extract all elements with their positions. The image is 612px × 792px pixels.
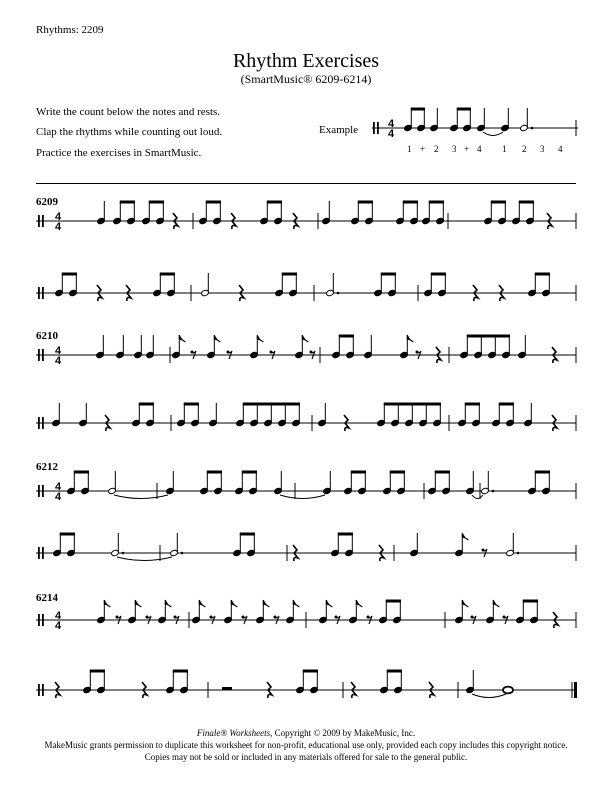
beam <box>120 201 135 204</box>
eighth-flag <box>462 533 468 540</box>
eighth-flag <box>407 335 413 342</box>
percussion-clef <box>38 684 40 696</box>
percussion-clef <box>38 349 40 361</box>
time-signature-bottom: 4 <box>54 355 62 367</box>
tie <box>472 694 506 698</box>
beam <box>282 273 297 276</box>
beam <box>303 670 318 673</box>
beam <box>499 403 514 406</box>
instruction-practice: Practice the exercises in SmartMusic. <box>36 147 202 159</box>
half-rest <box>222 687 232 690</box>
augmentation-dot <box>492 490 495 493</box>
beam <box>429 201 444 204</box>
example-count: + <box>464 144 470 154</box>
instruction-write-count: Write the count below the notes and rests. <box>36 106 221 118</box>
beam <box>431 273 446 276</box>
percussion-clef <box>42 349 44 361</box>
eighth-flag <box>263 600 269 607</box>
beam <box>358 201 373 204</box>
beam <box>351 471 366 474</box>
beam <box>523 600 538 603</box>
eighth-flag <box>179 335 185 342</box>
augmentation-dot <box>181 552 184 555</box>
beam <box>457 108 471 111</box>
beam <box>242 471 257 474</box>
percussion-clef <box>42 485 44 497</box>
beam <box>387 670 402 673</box>
beam <box>74 471 89 474</box>
beam <box>173 670 188 673</box>
augmentation-dot <box>337 292 340 295</box>
beam <box>535 471 550 474</box>
exercise-number: 6212 <box>36 461 58 473</box>
time-signature-bottom: 4 <box>54 221 62 233</box>
eighth-flag <box>462 600 468 607</box>
eighth-flag <box>302 335 308 342</box>
example-count: 1 <box>502 144 507 154</box>
eighth-flag <box>199 600 205 607</box>
beam <box>184 403 199 406</box>
percussion-clef <box>42 547 44 559</box>
eighth-flag <box>231 600 237 607</box>
example-count: 4 <box>477 144 482 154</box>
page-subtitle: (SmartMusic® 6209-6214) <box>240 72 372 86</box>
eighth-flag <box>165 600 171 607</box>
whole-note <box>503 687 513 694</box>
percussion-clef <box>42 215 44 227</box>
time-signature-top: 4 <box>54 610 62 622</box>
beam <box>386 600 401 603</box>
augmentation-dot <box>122 552 125 555</box>
time-signature-top: 4 <box>54 345 62 357</box>
time-signature-top: 4 <box>54 481 62 493</box>
beam <box>62 273 77 276</box>
beam <box>139 403 154 406</box>
eighth-flag <box>293 600 299 607</box>
example-label: Example <box>319 124 359 136</box>
percussion-clef <box>373 122 375 134</box>
eighth-flag <box>135 600 141 607</box>
beam <box>403 201 418 204</box>
footer-copyright <box>0 728 612 738</box>
footer-product-name: Finale® Worksheets <box>196 728 271 738</box>
beam <box>243 403 300 406</box>
example-count: 3 <box>540 144 545 154</box>
eighth-flag <box>104 600 110 607</box>
footer-permission: MakeMusic grants permission to duplicate this worksheet for non-profit, educational use only, provided each copy includes this copyright notice. <box>44 740 568 750</box>
augmentation-dot <box>531 127 534 130</box>
beam <box>90 670 105 673</box>
beam <box>467 335 510 338</box>
exercise-number: 6214 <box>36 592 58 604</box>
footer-copyright-text: , Copyright © 2009 by MakeMusic, Inc. <box>270 728 416 738</box>
eighth-flag <box>326 600 332 607</box>
example-count: + <box>420 144 426 154</box>
percussion-clef <box>42 417 44 429</box>
beam <box>384 403 441 406</box>
time-signature-bottom: 4 <box>54 491 62 503</box>
percussion-clef <box>38 547 40 559</box>
tie <box>472 495 483 499</box>
time-signature-top: 4 <box>387 118 395 130</box>
time-signature-bottom: 4 <box>387 128 395 140</box>
beam <box>390 471 405 474</box>
percussion-clef <box>42 684 44 696</box>
eighth-flag <box>257 335 263 342</box>
percussion-clef <box>38 215 40 227</box>
beam <box>535 273 550 276</box>
exercise-number: 6209 <box>36 196 58 208</box>
beam <box>267 201 282 204</box>
beam <box>206 201 221 204</box>
tie <box>117 557 172 561</box>
beam <box>411 108 425 111</box>
beam <box>519 201 534 204</box>
eighth-flag <box>493 600 499 607</box>
beam <box>381 273 396 276</box>
exercise-number: 6210 <box>36 330 58 342</box>
augmentation-dot <box>517 552 520 555</box>
page-title: Rhythm Exercises <box>232 50 380 72</box>
beam <box>465 403 480 406</box>
beam <box>160 273 175 276</box>
example-count: 2 <box>522 144 527 154</box>
example-count: 3 <box>452 144 457 154</box>
beam <box>435 471 450 474</box>
instruction-clap: Clap the rhythms while counting out loud. <box>36 126 223 138</box>
final-barline <box>574 682 577 698</box>
beam <box>207 471 222 474</box>
beam <box>338 533 353 536</box>
footer-restriction: Copies may not be sold or included in any materials offered for sale to the general public. <box>144 752 468 762</box>
percussion-clef <box>38 614 40 626</box>
tie <box>114 495 168 499</box>
time-signature-bottom: 4 <box>54 620 62 632</box>
eighth-flag <box>214 335 220 342</box>
example-count: 1 <box>407 144 412 154</box>
percussion-clef <box>38 287 40 299</box>
time-signature-top: 4 <box>54 211 62 223</box>
beam <box>149 201 164 204</box>
tie <box>280 495 325 499</box>
eighth-flag <box>356 600 362 607</box>
beam <box>339 335 354 338</box>
example-count: 4 <box>558 144 563 154</box>
percussion-clef <box>377 122 379 134</box>
beam <box>491 201 506 204</box>
percussion-clef <box>42 287 44 299</box>
percussion-clef <box>42 614 44 626</box>
percussion-clef <box>38 485 40 497</box>
header-label: Rhythms: 2209 <box>36 24 104 36</box>
tie <box>483 132 503 136</box>
beam <box>60 533 75 536</box>
example-count: 2 <box>434 144 439 154</box>
percussion-clef <box>38 417 40 429</box>
beam <box>240 533 255 536</box>
